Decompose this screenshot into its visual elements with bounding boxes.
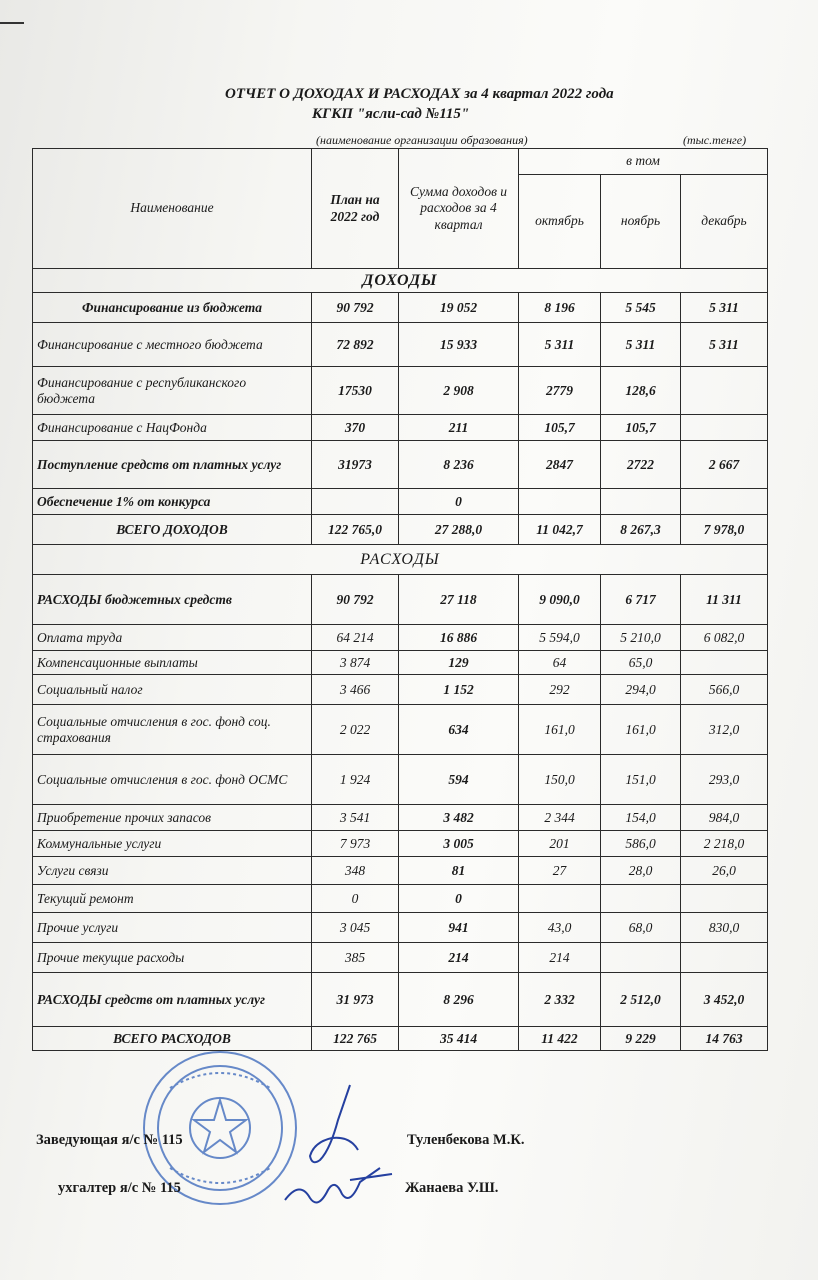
cell-m2: 294,0	[601, 675, 681, 705]
cell-m2: 5 545	[601, 293, 681, 323]
accountant-role: ухгалтер я/с № 115	[58, 1180, 181, 1196]
row-name: Обеспечение 1% от конкурса	[33, 489, 312, 515]
expense-row	[33, 805, 768, 831]
income-row	[33, 367, 768, 415]
cell-m2: 2 512,0	[601, 973, 681, 1027]
col-header-plan: План на 2022 год	[312, 149, 399, 269]
cell-plan: 64 214	[312, 625, 399, 651]
cell-m3: 2 218,0	[681, 831, 768, 857]
expense-row	[33, 755, 768, 805]
cell-sum: 0	[399, 489, 519, 515]
income-section-label: ДОХОДЫ	[33, 269, 768, 293]
col-header-november: ноябрь	[601, 175, 681, 269]
cell-m1: 64	[519, 651, 601, 675]
cell-m2: 68,0	[601, 913, 681, 943]
cell-sum: 15 933	[399, 323, 519, 367]
cell-sum: 27 118	[399, 575, 519, 625]
cell-m1: 2779	[519, 367, 601, 415]
cell-sum: 8 296	[399, 973, 519, 1027]
cell-m1: 292	[519, 675, 601, 705]
cell-plan: 90 792	[312, 293, 399, 323]
row-name: Текущий ремонт	[33, 885, 312, 913]
cell-sum: 594	[399, 755, 519, 805]
cell-plan: 31973	[312, 441, 399, 489]
cell-m2: 28,0	[601, 857, 681, 885]
row-name: Приобретение прочих запасов	[33, 805, 312, 831]
cell-m3: 5 311	[681, 293, 768, 323]
cell-sum: 3 005	[399, 831, 519, 857]
cell-m3	[681, 651, 768, 675]
row-name: Оплата труда	[33, 625, 312, 651]
cell-m2: 128,6	[601, 367, 681, 415]
cell-m2: 5 210,0	[601, 625, 681, 651]
cell-plan: 7 973	[312, 831, 399, 857]
cell-m1: 5 594,0	[519, 625, 601, 651]
expense-section-label: РАСХОДЫ	[33, 545, 768, 575]
cell-sum: 634	[399, 705, 519, 755]
total-m3: 7 978,0	[681, 515, 768, 545]
report-title: ОТЧЕТ О ДОХОДАХ И РАСХОДАХ за 4 квартал 2022 года	[225, 86, 614, 102]
cell-sum: 941	[399, 913, 519, 943]
total-sum: 35 414	[399, 1027, 519, 1051]
expense-row	[33, 625, 768, 651]
cell-plan: 3 466	[312, 675, 399, 705]
organization-name: КГКП "ясли-сад №115"	[312, 106, 470, 122]
cell-plan: 1 924	[312, 755, 399, 805]
cell-m2: 151,0	[601, 755, 681, 805]
cell-m2: 5 311	[601, 323, 681, 367]
total-m2: 9 229	[601, 1027, 681, 1051]
cell-m2	[601, 885, 681, 913]
accountant-name: Жанаева У.Ш.	[405, 1180, 499, 1196]
cell-m2	[601, 943, 681, 973]
expense-row	[33, 831, 768, 857]
row-name: РАСХОДЫ средств от платных услуг	[33, 973, 312, 1027]
total-m1: 11 042,7	[519, 515, 601, 545]
col-header-incl: в том	[519, 149, 768, 175]
cell-sum: 2 908	[399, 367, 519, 415]
expense-row	[33, 675, 768, 705]
cell-m1: 201	[519, 831, 601, 857]
cell-m3: 5 311	[681, 323, 768, 367]
cell-m3: 830,0	[681, 913, 768, 943]
row-name: Социальный налог	[33, 675, 312, 705]
expense-row	[33, 575, 768, 625]
row-name: Прочие текущие расходы	[33, 943, 312, 973]
cell-m2: 154,0	[601, 805, 681, 831]
cell-plan	[312, 489, 399, 515]
row-name: Социальные отчисления в гос. фонд ОСМС	[33, 755, 312, 805]
cell-m2: 586,0	[601, 831, 681, 857]
expense-rows	[33, 575, 768, 1051]
expense-row	[33, 943, 768, 973]
col-header-sum: Сумма доходов и расходов за 4 квартал	[399, 149, 519, 269]
cell-m1: 2 332	[519, 973, 601, 1027]
cell-sum: 81	[399, 857, 519, 885]
col-header-name: Наименование	[33, 149, 312, 269]
cell-plan: 3 541	[312, 805, 399, 831]
income-rows	[33, 293, 768, 545]
units-note: (тыс.тенге)	[683, 133, 747, 147]
expense-row	[33, 913, 768, 943]
cell-sum: 0	[399, 885, 519, 913]
row-name: Прочие услуги	[33, 913, 312, 943]
cell-sum: 214	[399, 943, 519, 973]
cell-m3: 2 667	[681, 441, 768, 489]
col-header-october: октябрь	[519, 175, 601, 269]
cell-sum: 3 482	[399, 805, 519, 831]
row-name: Услуги связи	[33, 857, 312, 885]
cell-m1: 2 344	[519, 805, 601, 831]
cell-m3	[681, 415, 768, 441]
cell-sum: 129	[399, 651, 519, 675]
cell-m3	[681, 489, 768, 515]
income-total-row	[33, 515, 768, 545]
corner-mark	[0, 22, 24, 24]
cell-plan: 370	[312, 415, 399, 441]
cell-m2	[601, 489, 681, 515]
cell-sum: 19 052	[399, 293, 519, 323]
income-row	[33, 415, 768, 441]
cell-m1: 5 311	[519, 323, 601, 367]
head-name: Туленбекова М.К.	[407, 1132, 525, 1148]
head-role: Заведующая я/с № 115	[36, 1132, 183, 1148]
cell-m2: 6 717	[601, 575, 681, 625]
cell-plan: 3 045	[312, 913, 399, 943]
cell-m3: 566,0	[681, 675, 768, 705]
row-name: Компенсационные выплаты	[33, 651, 312, 675]
row-name: Социальные отчисления в гос. фонд соц. страхования	[33, 705, 312, 755]
expense-row	[33, 705, 768, 755]
cell-plan: 2 022	[312, 705, 399, 755]
seal-text-arc-top	[170, 1073, 270, 1088]
cell-m1: 27	[519, 857, 601, 885]
accountant-signature	[280, 1160, 400, 1220]
cell-m3: 293,0	[681, 755, 768, 805]
cell-m3: 11 311	[681, 575, 768, 625]
seal-text-arc-bottom	[170, 1168, 270, 1183]
expense-row	[33, 857, 768, 885]
organization-note: (наименование организации образования)	[316, 133, 528, 147]
cell-m3: 6 082,0	[681, 625, 768, 651]
col-header-december: декабрь	[681, 175, 768, 269]
income-row	[33, 293, 768, 323]
cell-plan: 0	[312, 885, 399, 913]
income-row	[33, 441, 768, 489]
row-name: Финансирование с местного бюджета	[33, 323, 312, 367]
total-plan: 122 765	[312, 1027, 399, 1051]
total-m3: 14 763	[681, 1027, 768, 1051]
row-name: РАСХОДЫ бюджетных средств	[33, 575, 312, 625]
income-row	[33, 489, 768, 515]
cell-m2: 2722	[601, 441, 681, 489]
expense-row	[33, 885, 768, 913]
cell-sum: 16 886	[399, 625, 519, 651]
cell-m3	[681, 885, 768, 913]
cell-m3	[681, 943, 768, 973]
cell-m1: 8 196	[519, 293, 601, 323]
row-name: Финансирование с республиканского бюджета	[33, 367, 312, 415]
cell-sum: 1 152	[399, 675, 519, 705]
cell-m3: 26,0	[681, 857, 768, 885]
cell-m3: 3 452,0	[681, 973, 768, 1027]
total-m2: 8 267,3	[601, 515, 681, 545]
cell-m1: 2847	[519, 441, 601, 489]
cell-m3	[681, 367, 768, 415]
cell-m1: 161,0	[519, 705, 601, 755]
cell-m2: 161,0	[601, 705, 681, 755]
cell-m2: 105,7	[601, 415, 681, 441]
cell-sum: 8 236	[399, 441, 519, 489]
cell-m1: 150,0	[519, 755, 601, 805]
cell-m1: 214	[519, 943, 601, 973]
cell-m1: 105,7	[519, 415, 601, 441]
cell-plan: 72 892	[312, 323, 399, 367]
cell-m3: 984,0	[681, 805, 768, 831]
expense-row	[33, 973, 768, 1027]
cell-plan: 385	[312, 943, 399, 973]
row-name: Коммунальные услуги	[33, 831, 312, 857]
seal-emblem	[194, 1100, 246, 1152]
cell-plan: 348	[312, 857, 399, 885]
total-label: ВСЕГО ДОХОДОВ	[33, 515, 312, 545]
total-m1: 11 422	[519, 1027, 601, 1051]
cell-plan: 31 973	[312, 973, 399, 1027]
seal-emblem-ring	[190, 1098, 250, 1158]
cell-m3: 312,0	[681, 705, 768, 755]
cell-m1	[519, 885, 601, 913]
total-sum: 27 288,0	[399, 515, 519, 545]
cell-plan: 90 792	[312, 575, 399, 625]
report-table	[32, 148, 768, 1051]
row-name: Финансирование из бюджета	[33, 293, 312, 323]
total-label: ВСЕГО РАСХОДОВ	[33, 1027, 312, 1051]
cell-m1: 43,0	[519, 913, 601, 943]
total-plan: 122 765,0	[312, 515, 399, 545]
cell-plan: 17530	[312, 367, 399, 415]
row-name: Финансирование с НацФонда	[33, 415, 312, 441]
cell-m1	[519, 489, 601, 515]
head-signature	[300, 1080, 380, 1170]
income-row	[33, 323, 768, 367]
cell-m2: 65,0	[601, 651, 681, 675]
cell-plan: 3 874	[312, 651, 399, 675]
cell-sum: 211	[399, 415, 519, 441]
row-name: Поступление средств от платных услуг	[33, 441, 312, 489]
expense-row	[33, 651, 768, 675]
cell-m1: 9 090,0	[519, 575, 601, 625]
